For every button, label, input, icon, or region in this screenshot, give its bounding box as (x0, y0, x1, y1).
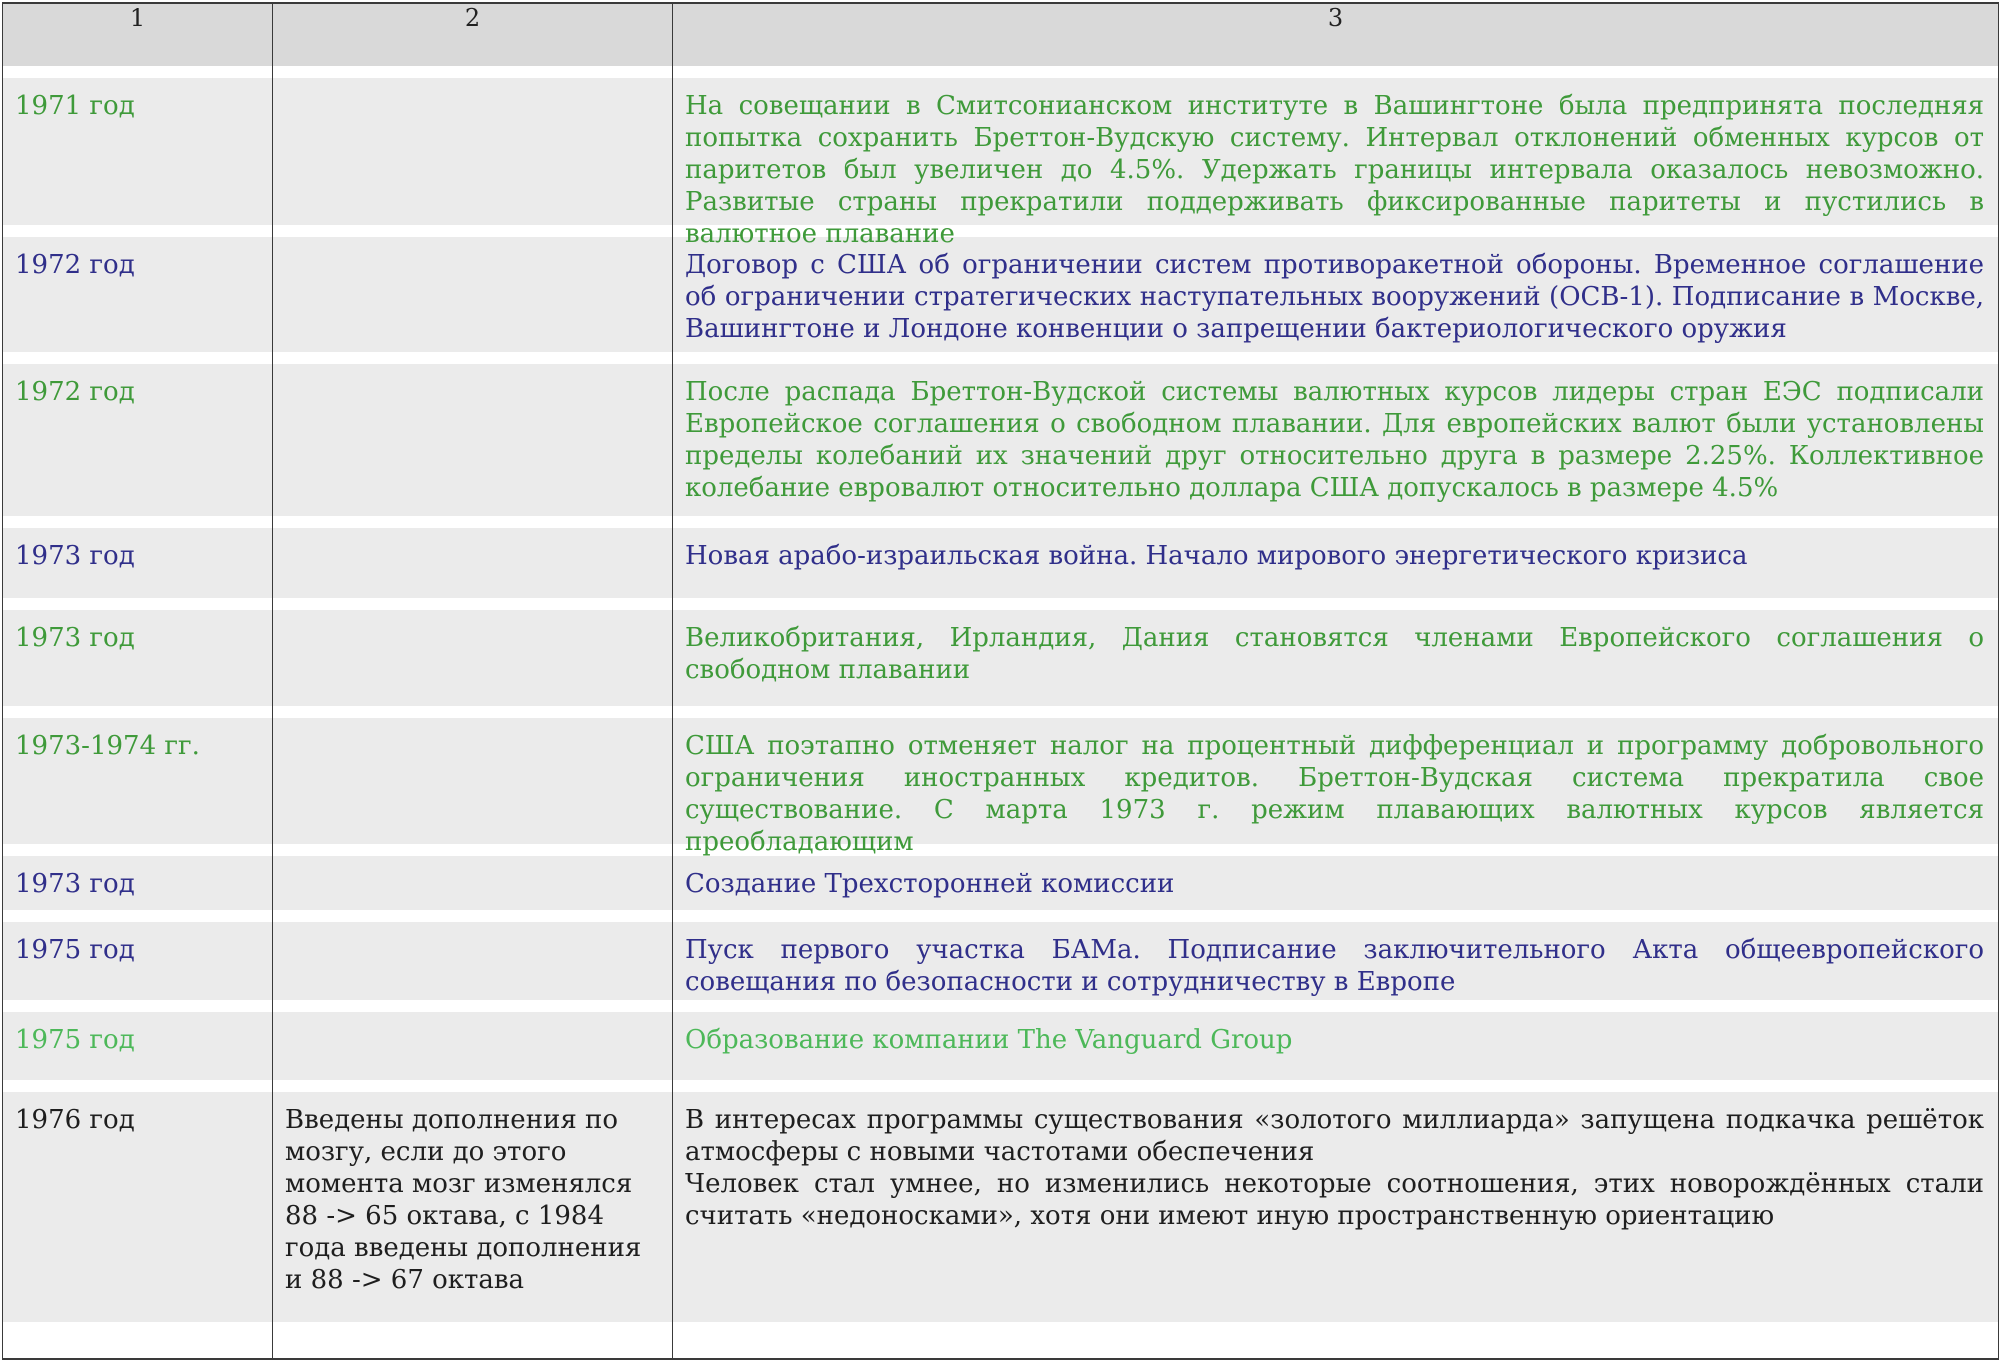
note-text-cell (273, 225, 673, 352)
spacer-cell (273, 1322, 673, 1359)
event-description (673, 237, 1998, 352)
table-row (3, 844, 1999, 910)
year-label-cell (3, 352, 273, 516)
table-row (3, 706, 1999, 844)
timeline-table (2, 2, 1999, 1360)
event-paragraph: США поэтапно отменяет налог на процентный дифференциал и программу добровольного ограничения иностранных кредитов. Бреттон-Вудская система прекратила свое существование. С марта 1973 г. режим плавающих валютных курсов является преобладающим (685, 731, 1984, 857)
event-description-cell (673, 910, 1999, 1000)
event-paragraph: В интересах программы существования «золотого миллиарда» запущена подкачка решёток атмосферы с новыми частотами обеспечения (685, 1105, 1984, 1167)
year-label-cell (3, 1080, 273, 1322)
column-header-1: 1 (3, 3, 273, 66)
note-text (273, 610, 672, 706)
year-label: 1972 год (3, 364, 272, 516)
event-description (673, 78, 1998, 249)
event-description-cell (673, 1080, 1999, 1322)
event-paragraph: На совещании в Смитсонианском институте в Вашингтоне была предпринята последняя попытка сохранить Бреттон-Вудскую систему. Интервал отклонений обменных курсов от паритетов был увеличен до 4.5%. Удержать границы интервала оказалось невозможно. Развитые страны прекратили поддерживать фиксированные паритеты и пустились в валютное плавание (685, 91, 1984, 249)
note-text-cell (273, 1080, 673, 1322)
year-label: 1975 год (3, 922, 272, 1000)
event-description-cell (673, 706, 1999, 857)
note-text-cell (273, 706, 673, 844)
table-row (3, 598, 1999, 706)
event-paragraph: После распада Бреттон-Вудской системы валютных курсов лидеры стран ЕЭС подписали Европейское соглашения о свободном плавании. Для европейских валют были установлены пределы колебаний их значений друг относительно друга в размере 2.25%. Коллективное колебание евровалют относительно доллара США допускалось в размере 4.5% (685, 377, 1984, 503)
year-label-cell (3, 225, 273, 352)
year-label: 1975 год (3, 1012, 272, 1080)
note-text-cell (273, 1000, 673, 1080)
note-text (273, 1012, 672, 1080)
event-description-cell (673, 598, 1999, 706)
year-label-cell (3, 516, 273, 598)
year-label: 1973 год (3, 528, 272, 598)
note-text (273, 364, 672, 516)
year-label-cell (3, 910, 273, 1000)
table-bottom-spacer (3, 1322, 1999, 1359)
note-text (273, 78, 672, 225)
event-paragraph: Человек стал умнее, но изменились некоторые соотношения, этих новорождённых стали считать «недоносками», хотя они имеют иную пространственную ориентацию (685, 1169, 1984, 1231)
note-text-cell (273, 910, 673, 1000)
note-text-cell (273, 516, 673, 598)
column-header-2: 2 (273, 3, 673, 66)
year-label: 1972 год (3, 237, 272, 352)
event-description (673, 718, 1998, 857)
table-row (3, 1080, 1999, 1322)
year-label: 1971 год (3, 78, 272, 225)
event-description (673, 922, 1998, 1000)
event-description (673, 1092, 1998, 1322)
year-label-cell (3, 598, 273, 706)
event-paragraph: Образование компании The Vanguard Group (685, 1025, 1293, 1055)
table-row (3, 352, 1999, 516)
table-row (3, 225, 1999, 352)
note-text-cell (273, 598, 673, 706)
spacer-cell (673, 1322, 1999, 1359)
event-description-cell (673, 1000, 1999, 1080)
note-text (273, 856, 672, 910)
table-row (3, 66, 1999, 225)
year-label-cell (3, 1000, 273, 1080)
note-text (273, 922, 672, 1000)
year-label: 1973 год (3, 856, 272, 910)
table-row (3, 910, 1999, 1000)
event-paragraph: Договор с США об ограничении систем противоракетной обороны. Временное соглашение об ограничении стратегических наступательных вооружений (ОСВ-1). Подписание в Москве, Вашингтоне и Лондоне конвенции о запрещении бактериологического оружия (685, 250, 1984, 344)
table-header-row (3, 3, 1999, 66)
event-description (673, 856, 1998, 910)
event-description-cell (673, 352, 1999, 516)
year-label-cell (3, 844, 273, 910)
column-header-3: 3 (673, 3, 1999, 66)
event-description-cell (673, 66, 1999, 249)
table-row (3, 1000, 1999, 1080)
note-text-cell (273, 352, 673, 516)
note-text (273, 718, 672, 844)
year-label-cell (3, 706, 273, 844)
year-label: 1976 год (3, 1092, 272, 1322)
note-text: Введены дополнения по мозгу, если до этого момента мозг изменялся 88 -> 65 октава, с 1984 года введены дополнения и 88 -> 67 октава (273, 1092, 672, 1322)
event-description (673, 528, 1998, 598)
event-description (673, 364, 1998, 516)
event-description (673, 610, 1998, 706)
event-description (673, 1012, 1998, 1080)
event-paragraph: Создание Трехсторонней комиссии (685, 869, 1175, 899)
spacer-cell (3, 1322, 273, 1359)
note-text (273, 237, 672, 352)
note-text-cell (273, 66, 673, 225)
event-paragraph: Пуск первого участка БАМа. Подписание заключительного Акта общеевропейского совещания по безопасности и сотрудничеству в Европе (685, 935, 1984, 997)
event-description-cell (673, 516, 1999, 598)
table-row (3, 516, 1999, 598)
event-paragraph: Новая арабо-израильская война. Начало мирового энергетического кризиса (685, 541, 1748, 571)
year-label-cell (3, 66, 273, 225)
year-label: 1973-1974 гг. (3, 718, 272, 844)
note-text (273, 528, 672, 598)
year-label: 1973 год (3, 610, 272, 706)
event-paragraph: Великобритания, Ирландия, Дания становятся членами Европейского соглашения о свободном плавании (685, 623, 1984, 685)
note-text-cell (273, 844, 673, 910)
